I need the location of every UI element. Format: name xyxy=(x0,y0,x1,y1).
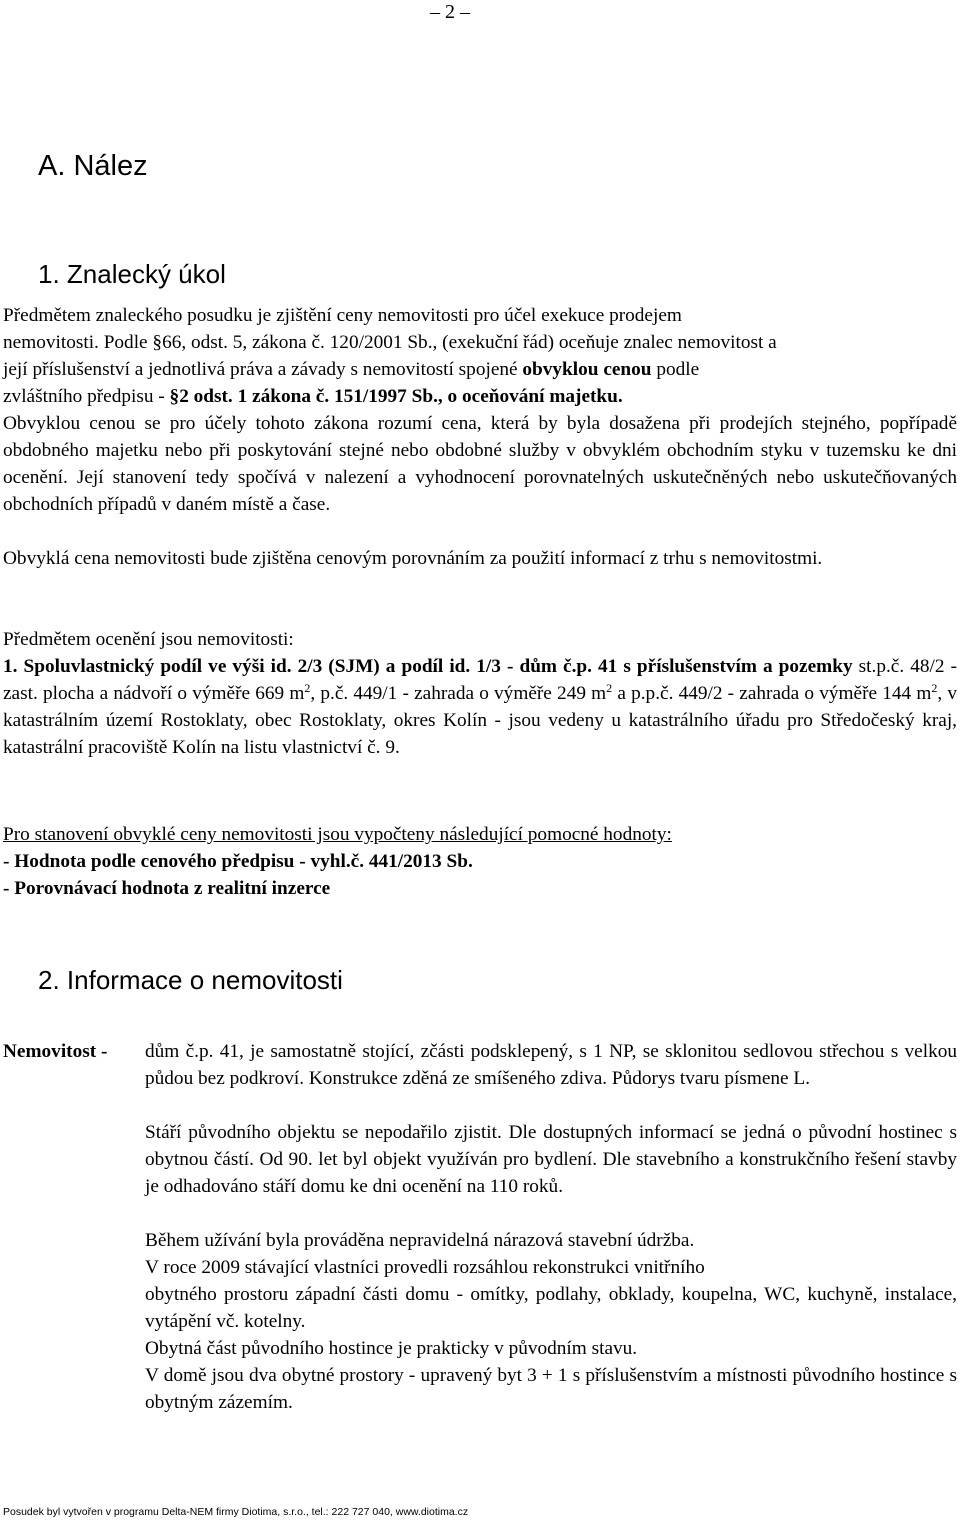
method-intro: Pro stanovení obvyklé ceny nemovitosti jsou vypočteny následující pomocné hodnoty: xyxy=(3,824,672,845)
method-item-1 xyxy=(3,848,957,875)
method-item-1-text: - Hodnota podle cenového předpisu - vyhl.č. 441/2013 Sb. xyxy=(3,851,473,872)
method-item-2 xyxy=(3,875,957,902)
usual-price-term: obvyklou cenou xyxy=(522,359,652,380)
property-para-age: Stáří původního objektu se nepodařilo zjistit. Dle dostupných informací se jedná o původní hostinec s obytnou částí. Od 90. let byl objekt využíván pro bydlení. Dle stavebního a konstrukčního řešení stavby je odhadováno stáří domu ke dni ocenění na 110 roků. xyxy=(145,1122,957,1197)
sq-superscript: 2 xyxy=(304,681,311,695)
property-para-spaces: V domě jsou dva obytné prostory - upravený byt 3 + 1 s příslušenstvím a místnosti původního hostince s obytným zázemím. xyxy=(145,1365,957,1413)
subject-label: Předmětem ocenění jsou nemovitosti: xyxy=(3,629,294,650)
usual-price-definition: Obvyklou cenou se pro účely tohoto zákona rozumí cena, která by byla dosažena při prodejích stejného, popřípadě obdobného majetku nebo při poskytování stejné nebo obdobné služby v obvyklém obchodním styku v tuzemsku ke dni ocenění. Její stanovení tedy spočívá v nalezení a vyhodnocení porovnatelných uskutečněných nebo uskutečňovaných obchodních případů v daném místě a čase. xyxy=(3,413,957,515)
subject-plot-3: a p.p.č. 449/2 - zahrada o výměře 144 m xyxy=(612,683,932,704)
page-number: – 2 – xyxy=(430,1,470,23)
subject-location: , v katastrálním území Rostoklaty, obec Rostoklaty, okres Kolín - jsou vedeny u katastrálního úřadu pro Středočeský kraj, katastrální pracoviště Kolín na listu vlastnictví č. 9. xyxy=(3,683,958,758)
sq-superscript: 2 xyxy=(606,681,613,695)
task-line-2: nemovitosti. Podle §66, odst. 5, zákona č. 120/2001 Sb., (exekuční řád) oceňuje znalec nemovitost a xyxy=(3,332,777,353)
page-footer: Posudek byl vytvořen v programu Delta-NEM firmy Diotima, s.r.o., tel.: 222 727 040, www.diotima.cz xyxy=(3,1506,469,1518)
subject-plot-1: st.p.č. 48/2 - zast. plocha a nádvoří o výměře 669 m xyxy=(3,656,957,704)
task-line-3 xyxy=(3,356,957,383)
task-line-3-text: její příslušenství a jednotlivá práva a závady s nemovitostí spojené xyxy=(3,359,523,380)
property-para-original: Obytná část původního hostince je prakticky v původním stavu. xyxy=(145,1338,638,1359)
section-title-task: 1. Znalecký úkol xyxy=(38,259,226,289)
method-item-2-text: - Porovnávací hodnota z realitní inzerce xyxy=(3,878,331,899)
subject-share: 1. Spoluvlastnický podíl ve výši id. 2/3 (SJM) a podíl id. 1/3 - dům č.p. 41 s příslušenstvím a pozemky xyxy=(3,656,853,677)
price-method-note: Obvyklá cena nemovitosti bude zjištěna cenovým porovnáním za použití informací z trhu s nemovitostmi. xyxy=(3,548,823,569)
page-title: A. Nález xyxy=(38,150,148,182)
task-line-4 xyxy=(3,383,957,410)
property-para-maintenance: Během užívání byla prováděna nepravidelná nárazová stavební údržba. xyxy=(145,1230,695,1251)
property-para-reconstruction-2: obytného prostoru západní části domu - omítky, podlahy, obklady, koupelna, WC, kuchyně, instalace, vytápění vč. kotelny. xyxy=(145,1284,957,1332)
property-label: Nemovitost - xyxy=(3,1041,108,1062)
sq-superscript: 2 xyxy=(931,681,938,695)
property-para-construction: dům č.p. 41, je samostatně stojící, zčásti podsklepený, s 1 NP, se sklonitou sedlovou střechou s velkou půdou bez podkroví. Konstrukce zděná ze smíšeného zdiva. Půdorys tvaru písmene L. xyxy=(145,1041,957,1089)
subject-plot-2: , p.č. 449/1 - zahrada o výměře 249 m xyxy=(310,683,607,704)
task-line-3-end: podle xyxy=(651,359,700,380)
law-reference: §2 odst. 1 zákona č. 151/1997 Sb., o oceňování majetku. xyxy=(169,386,623,407)
property-para-reconstruction-1: V roce 2009 stávající vlastníci provedli rozsáhlou rekonstrukci vnitřního xyxy=(145,1257,705,1278)
task-line-4-text: zvláštního předpisu - xyxy=(3,386,170,407)
task-line-1: Předmětem znaleckého posudku je zjištění ceny nemovitosti pro účel exekuce prodejem xyxy=(3,305,682,326)
section-title-info: 2. Informace o nemovitosti xyxy=(38,965,343,995)
subject-description xyxy=(3,653,957,761)
